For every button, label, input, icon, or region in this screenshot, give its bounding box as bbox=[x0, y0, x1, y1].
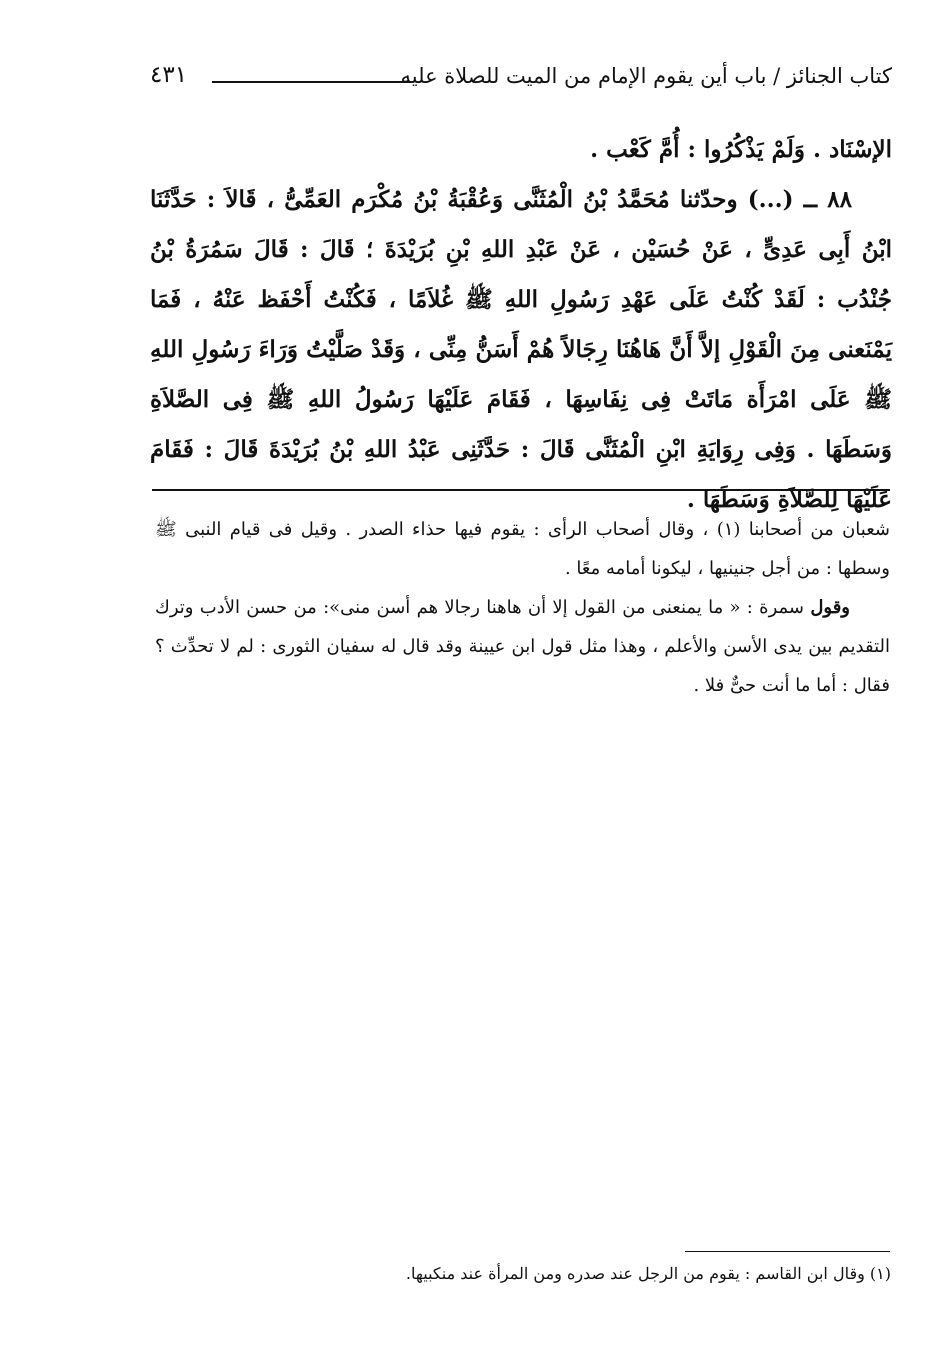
footnote: (١) وقال ابن القاسم : يقوم من الرجل عند صدره ومن المرأة عند منكبيها. bbox=[405, 1264, 891, 1283]
commentary-paragraph bbox=[155, 588, 890, 705]
hadith-paragraph: الإسْنَاد . وَلَمْ يَذْكُرُوا : أُمَّ كَعْب . bbox=[590, 136, 892, 163]
chapter-title: كتاب الجنائز / باب أين يقوم الإمام من الميت للصلاة عليه bbox=[400, 64, 892, 88]
footnote-rule bbox=[685, 1251, 890, 1252]
commentary-separator bbox=[152, 489, 890, 491]
page-number: ٤٣١ bbox=[150, 62, 188, 88]
header-rule bbox=[212, 81, 410, 83]
commentary-paragraph: شعبان من أصحابنا (١) ، وقال أصحاب الرأى : يقوم فيها حذاء الصدر . وقيل فى قيام النبى ﷺ وسطها : من أجل جنينيها ، ليكونا أمامه معًا . bbox=[155, 519, 890, 579]
commentary-lead-word: وقول bbox=[810, 597, 850, 618]
running-header bbox=[150, 58, 892, 98]
commentary-paragraph-body: سمرة : « ما يمنعنى من القول إلا أن هاهنا رجالا هم أسن منى»: من حسن الأدب وترك التقديم بين يدى الأسن والأعلم ، وهذا مثل قول ابن عيينة وقد قال له سفيان الثورى : لم لا تحدِّث ؟ فقال : أما ما أنت حىٌّ فلا . bbox=[155, 597, 890, 696]
hadith-paragraph: ٨٨ ــ (...) وحدّثنا مُحَمَّدُ بْنُ الْمُثَنَّى وَعُقْبَةُ بْنُ مُكْرَم العَمِّىُّ ، قَالاَ : حَدَّثَنَا ابْنُ أَبِى عَدِىٍّ ، عَنْ حُسَيْن ، عَنْ عَبْدِ اللهِ بْنِ بُرَيْدَةَ ؛ قَالَ : قَالَ سَمُرَةُ بْنُ جُنْدُب : لَقَدْ كُنْتُ عَلَى عَهْدِ رَسُولِ اللهِ ﷺ غُلاَمًا ، فَكُنْتُ أَحْفَظ عَنْهُ ، فَمَا يَمْنَعنى مِنَ الْقَوْلِ إلاَّ أَنَّ هَاهُنَا رِجَالاً هُمْ أَسَنُّ مِنِّى ، وَقَدْ صَلَّيْتُ وَرَاءَ رَسُولِ اللهِ ﷺ عَلَى امْرَأَة مَاتَتْ فِى نِفَاسِهَا ، فَقَامَ عَلَيْهَا رَسُولُ اللهِ ﷺ فِى الصَّلاَةِ وَسَطَهَا . وَفِى رِوَايَةِ ابْنِ الْمُثَنَّى قَالَ : حَدَّثَنِى عَبْدُ اللهِ بْنُ بُرَيْدَةَ قَالَ : فَقَامَ عَلَيْهَا لِلصَّلاَةِ وَسَطَهَا . bbox=[150, 186, 892, 513]
commentary-text bbox=[155, 510, 890, 705]
hadith-text bbox=[150, 125, 892, 525]
